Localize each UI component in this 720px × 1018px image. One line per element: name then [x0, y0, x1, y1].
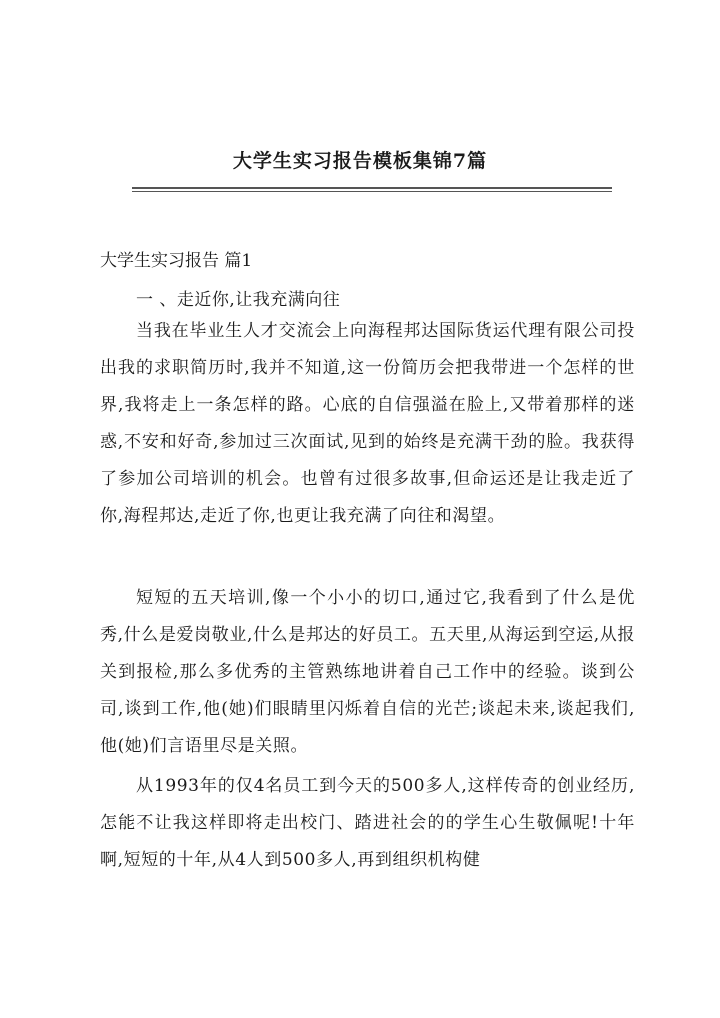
title-divider	[132, 187, 612, 192]
paragraph: 短短的五天培训,像一个小小的切口,通过它,我看到了什么是优秀,什么是爱岗敬业,什么是邦达的好员工。五天里,从海运到空运,从报关到报检,那么多优秀的主管熟练地讲着自己工作中的经验。谈到公司,谈到工作,他(她)们眼睛里闪烁着自信的光芒;谈起未来,谈起我们,他(她)们言语里尽是关照。	[100, 588, 635, 756]
paragraph: 当我在毕业生人才交流会上向海程邦达国际货运代理有限公司投出我的求职简历时,我并不知道,这一份简历会把我带进一个怎样的世界,我将走上一条怎样的路。心底的自信强溢在脸上,又带着那样的迷惑,不安和好奇,参加过三次面试,见到的始终是充满干劲的脸。我获得了参加公司培训的机会。也曾有过很多故事,但命运还是让我走近了你,海程邦达,走近了你,也更让我充满了向往和渴望。	[100, 321, 635, 526]
sub-heading: 一 、走近你,让我充满向往	[136, 290, 341, 310]
section-heading: 大学生实习报告 篇1	[100, 251, 253, 271]
paragraph: 从1993年的仅4名员工到今天的500多人,这样传奇的创业经历,怎能不让我这样即将走出校门、踏进社会的的学生心生敬佩呢!十年啊,短短的十年,从4人到500多人,再到组织机构健	[100, 776, 635, 870]
document-title: 大学生实习报告模板集锦7篇	[232, 150, 488, 172]
